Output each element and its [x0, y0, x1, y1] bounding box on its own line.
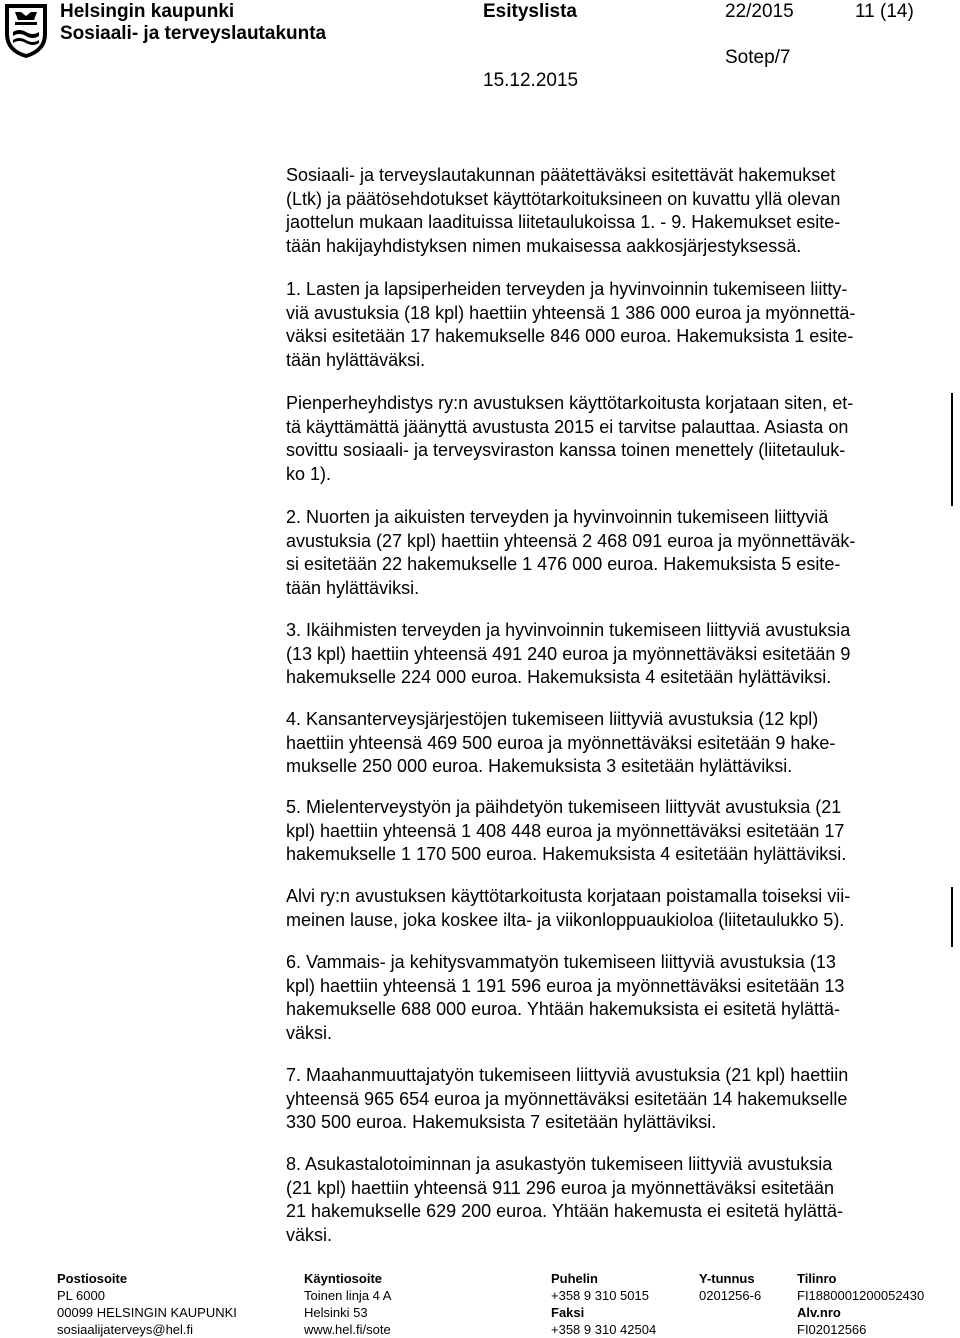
- text-line: hakemukselle 688 000 euroa. Yhtään hakemuksista ei esitetä hylättä-: [286, 999, 841, 1019]
- page-number: 11 (14): [855, 1, 914, 22]
- text-line: Pienperheyhdistys ry:n avustuksen käyttötarkoitusta korjataan siten, et-: [286, 393, 854, 413]
- paragraph-item-5: [286, 796, 846, 867]
- text-line: 4. Kansanterveysjärjestöjen tukemiseen liittyviä avustuksia (12 kpl): [286, 709, 819, 729]
- footer-heading: Käyntiosoite: [304, 1271, 383, 1286]
- footer-phone-fax: [551, 1270, 656, 1338]
- paragraph-item-2: [286, 506, 855, 600]
- meeting-date: 15.12.2015: [483, 70, 579, 91]
- text-line: ko 1).: [286, 463, 332, 484]
- change-bar: [951, 887, 953, 947]
- footer-value: +358 9 310 5015: [551, 1288, 649, 1303]
- footer-value: 0201256-6: [699, 1288, 762, 1303]
- text-line: hakemukselle 1 170 500 euroa. Hakemuksista 4 esitetään hylättäviksi.: [286, 844, 847, 864]
- footer-website[interactable]: www.hel.fi/sote: [304, 1322, 391, 1337]
- text-line: mukselle 250 000 euroa. Hakemuksista 3 esitetään hylättäviksi.: [286, 756, 793, 776]
- paragraph-item-1: [286, 278, 855, 372]
- footer-value: PL 6000: [57, 1288, 105, 1303]
- text-line: yhteensä 965 654 euroa ja myönnettäväksi esitetään 14 hakemukselle: [286, 1088, 848, 1109]
- paragraph-item-8: [286, 1153, 843, 1247]
- text-line: haettiin yhteensä 469 500 euroa ja myönnettäväksi esitetään 9 hake-: [286, 732, 836, 753]
- paragraph-item-6: [286, 951, 844, 1045]
- text-line: väksi esitetään 17 hakemukselle 846 000 euroa. Hakemuksista 1 esite-: [286, 326, 854, 346]
- text-line: 1. Lasten ja lapsiperheiden terveyden ja hyvinvoinnin tukemiseen liitty-: [286, 279, 848, 299]
- footer-heading: Y-tunnus: [699, 1271, 755, 1286]
- text-line: sovittu sosiaali- ja terveysviraston kanssa toinen menettely (liitetauluk-: [286, 440, 846, 460]
- text-line: avustuksia (27 kpl) haettiin yhteensä 2 468 091 euroa ja myönnettäväk-: [286, 530, 856, 551]
- text-line: (21 kpl) haettiin yhteensä 911 296 euroa ja myönnettäväksi esitetään: [286, 1177, 835, 1198]
- paragraph-item-7: [286, 1064, 848, 1135]
- footer-account-vat: [797, 1270, 924, 1338]
- document-reference: Sotep/7: [725, 47, 791, 68]
- footer-postal-address: [57, 1270, 237, 1338]
- footer-value: FI02012566: [797, 1322, 867, 1337]
- text-line: 2. Nuorten ja aikuisten terveyden ja hyvinvoinnin tukemiseen liittyviä: [286, 507, 829, 527]
- text-line: kpl) haettiin yhteensä 1 191 596 euroa ja myönnettäväksi esitetään 13: [286, 975, 845, 996]
- footer-value: +358 9 310 42504: [551, 1322, 657, 1337]
- footer-value: FI1880001200052430: [797, 1288, 925, 1303]
- text-line: 3. Ikäihmisten terveyden ja hyvinvoinnin tukemiseen liittyviä avustuksia: [286, 620, 851, 640]
- text-line: tään hakijayhdistyksen nimen mukaisessa aakkosjärjestyksessä.: [286, 235, 802, 256]
- text-line: 8. Asukastalotoiminnan ja asukastyön tukemiseen liittyviä avustuksia: [286, 1154, 833, 1174]
- paragraph-alvi: [286, 885, 850, 932]
- board-name: Sosiaali- ja terveyslautakunta: [60, 23, 327, 44]
- text-line: 6. Vammais- ja kehitysvammatyön tukemiseen liittyviä avustuksia (13: [286, 952, 836, 972]
- text-line: tään hylättäviksi.: [286, 577, 420, 598]
- paragraph-intro: [286, 164, 840, 258]
- text-line: meinen lause, joka koskee ilta- ja viikonloppuaukioloa (liitetaulukko 5).: [286, 909, 845, 930]
- text-line: väksi.: [286, 1224, 333, 1245]
- footer-value: 00099 HELSINGIN KAUPUNKI: [57, 1305, 237, 1320]
- footer-email[interactable]: sosiaalijaterveys@hel.fi: [57, 1322, 194, 1337]
- paragraph-pienperheyhdistys: [286, 392, 853, 486]
- text-line: tään hylättäväksi.: [286, 349, 426, 370]
- footer-business-id: [699, 1270, 761, 1304]
- text-line: (13 kpl) haettiin yhteensä 491 240 euroa ja myönnettäväksi esitetään 9: [286, 643, 851, 664]
- text-line: 21 hakemukselle 629 200 euroa. Yhtään hakemusta ei esitetä hylättä-: [286, 1201, 844, 1221]
- footer-heading: Tilinro: [797, 1271, 837, 1286]
- text-line: Alvi ry:n avustuksen käyttötarkoitusta korjataan poistamalla toiseksi vii-: [286, 886, 851, 906]
- footer-heading: Postiosoite: [57, 1271, 128, 1286]
- footer-visiting-address: [304, 1270, 391, 1338]
- text-line: tä käyttämättä jäänyttä avustusta 2015 ei tarvitse palauttaa. Asiasta on: [286, 416, 849, 437]
- document-type: Esityslista: [483, 1, 577, 22]
- text-line: väksi.: [286, 1022, 333, 1043]
- text-line: kpl) haettiin yhteensä 1 408 448 euroa ja myönnettäväksi esitetään 17: [286, 820, 845, 841]
- text-line: viä avustuksia (18 kpl) haettiin yhteensä 1 386 000 euroa ja myönnettä-: [286, 302, 856, 323]
- footer-value: Helsinki 53: [304, 1305, 368, 1320]
- text-line: 7. Maahanmuuttajatyön tukemiseen liittyviä avustuksia (21 kpl) haettiin: [286, 1065, 849, 1085]
- footer-heading: Puhelin: [551, 1271, 598, 1286]
- text-line: Sosiaali- ja terveyslautakunnan päätettäväksi esitettävät hakemukset: [286, 165, 836, 185]
- helsinki-crest-logo: [1, 0, 51, 60]
- text-line: 5. Mielenterveystyön ja päihdetyön tukemiseen liittyvät avustuksia (21: [286, 797, 842, 817]
- footer-value: Toinen linja 4 A: [304, 1288, 392, 1303]
- text-line: 330 500 euroa. Hakemuksista 7 esitetään hylättäviksi.: [286, 1112, 717, 1132]
- footer-heading: Faksi: [551, 1305, 585, 1320]
- footer-heading: Alv.nro: [797, 1305, 841, 1320]
- paragraph-item-3: [286, 619, 850, 690]
- city-name: Helsingin kaupunki: [60, 1, 235, 22]
- change-bar: [951, 393, 953, 506]
- text-line: (Ltk) ja päätösehdotukset käyttötarkoituksineen on kuvattu yllä olevan: [286, 188, 841, 209]
- paragraph-item-4: [286, 708, 835, 779]
- text-line: jaottelun mukaan laadituissa liitetaulukoissa 1. - 9. Hakemukset esite-: [286, 212, 841, 232]
- text-line: si esitetään 22 hakemukselle 1 476 000 euroa. Hakemuksista 5 esite-: [286, 554, 841, 574]
- text-line: hakemukselle 224 000 euroa. Hakemuksista 4 esitetään hylättäviksi.: [286, 667, 832, 687]
- document-number: 22/2015: [725, 1, 794, 22]
